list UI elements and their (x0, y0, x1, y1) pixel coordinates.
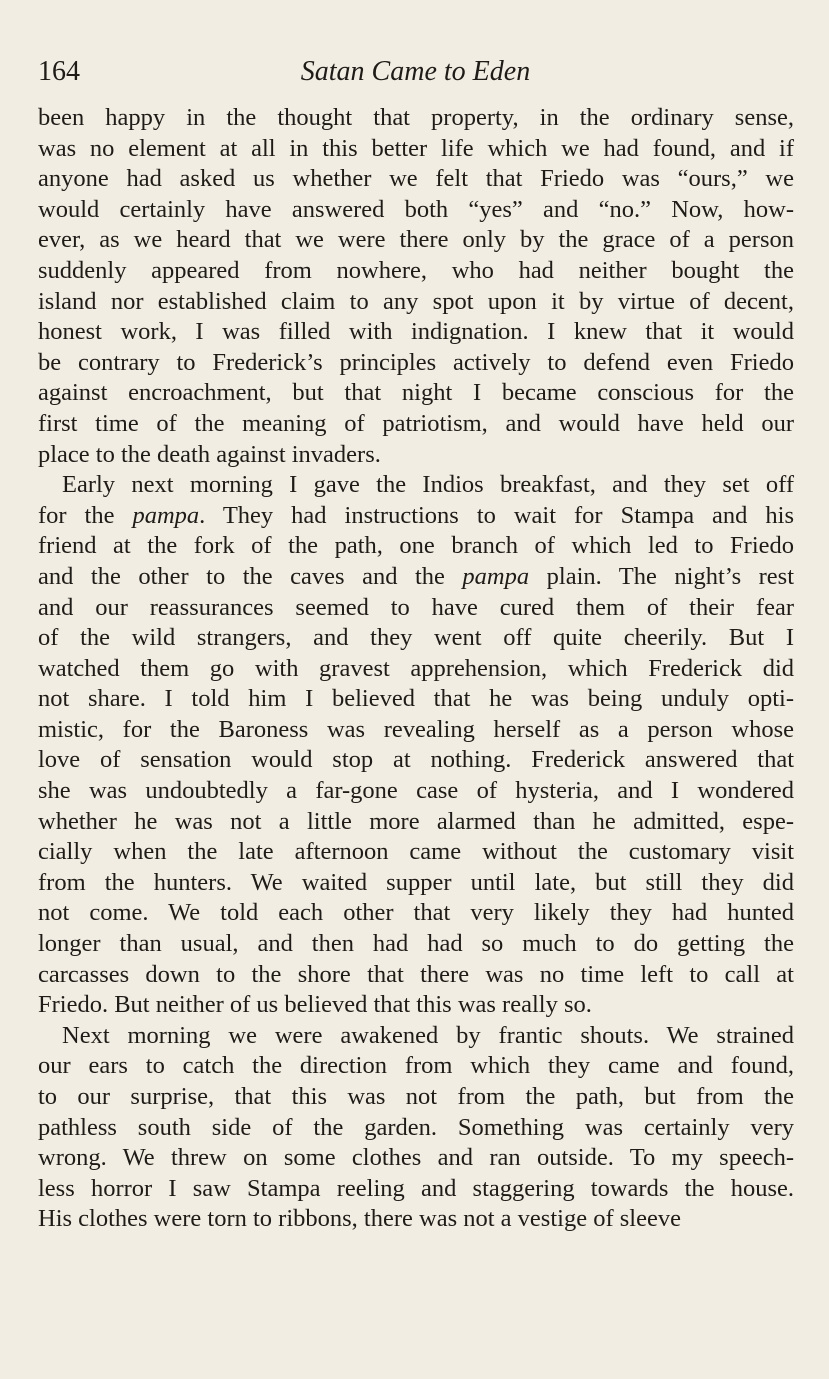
text-line: Next morning we were awakened by frantic shouts. We strained (62, 1021, 794, 1049)
text-line: of the wild strangers, and they went off quite cheerily. But I (38, 624, 794, 652)
text-line: she was undoubtedly a far-gone case of hysteria, and I wondered (38, 777, 794, 805)
text-line: be contrary to Frederick’s principles actively to defend even Friedo (38, 348, 794, 376)
text-line: friend at the fork of the path, one branch of which led to Friedo (38, 532, 794, 560)
text-line: His clothes were torn to ribbons, there was not a vestige of sleeve (38, 1205, 681, 1233)
text-line: against encroachment, but that night I became conscious for the (38, 379, 794, 407)
text-line: first time of the meaning of patriotism, and would have held our (38, 409, 794, 437)
text-line: not share. I told him I believed that he was being unduly opti- (38, 685, 794, 713)
body-text (38, 103, 794, 1235)
text-line: love of sensation would stop at nothing. Frederick answered that (38, 746, 794, 774)
text-line: been happy in the thought that property, in the ordinary sense, (38, 104, 794, 131)
text-line: anyone had asked us whether we felt that Friedo was “ours,” we (38, 165, 794, 193)
running-header (38, 56, 793, 96)
text-line: whether he was not a little more alarmed than he admitted, espe- (38, 807, 794, 835)
running-title: Satan Came to Eden (300, 56, 531, 87)
text-line: pathless south side of the garden. Something was certainly very (38, 1113, 794, 1141)
text-line: carcasses down to the shore that there was no time left to call at (38, 960, 794, 988)
text-line: and the other to the caves and the pampa plain. The night’s rest (38, 562, 794, 590)
paragraph (38, 1021, 794, 1235)
text-line: Early next morning I gave the Indios breakfast, and they set off (62, 471, 794, 499)
text-line: Friedo. But neither of us believed that this was really so. (38, 991, 592, 1019)
text-line: for the pampa. They had instructions to wait for Stampa and his (38, 501, 794, 529)
text-line: from the hunters. We waited supper until late, but still they did (38, 868, 794, 896)
paragraph (38, 103, 794, 470)
page-number: 164 (38, 56, 80, 87)
text-line: suddenly appeared from nowhere, who had neither bought the (38, 256, 794, 284)
text-line: less horror I saw Stampa reeling and staggering towards the house. (38, 1174, 794, 1202)
text-line: to our surprise, that this was not from the path, but from the (38, 1083, 794, 1110)
text-line: was no element at all in this better life which we had found, and if (38, 134, 794, 162)
text-line: wrong. We threw on some clothes and ran outside. To my speech- (38, 1144, 794, 1172)
text-line: mistic, for the Baroness was revealing herself as a person whose (38, 715, 794, 743)
text-line: longer than usual, and then had had so much to do getting the (38, 930, 794, 958)
text-line: watched them go with gravest apprehension, which Frederick did (38, 654, 794, 682)
text-line: place to the death against invaders. (38, 440, 381, 468)
text-line: would certainly have answered both “yes” and “no.” Now, how- (38, 195, 794, 223)
text-line: island nor established claim to any spot upon it by virtue of decent, (38, 287, 794, 315)
paragraph (38, 470, 794, 1021)
text-line: cially when the late afternoon came without the customary visit (38, 838, 794, 866)
text-line: honest work, I was filled with indignation. I knew that it would (38, 318, 794, 346)
text-line: and our reassurances seemed to have cured them of their fear (38, 593, 794, 621)
text-line: not come. We told each other that very likely they had hunted (38, 899, 794, 927)
text-line: ever, as we heard that we were there only by the grace of a person (38, 226, 794, 254)
text-line: our ears to catch the direction from which they came and found, (38, 1052, 794, 1080)
